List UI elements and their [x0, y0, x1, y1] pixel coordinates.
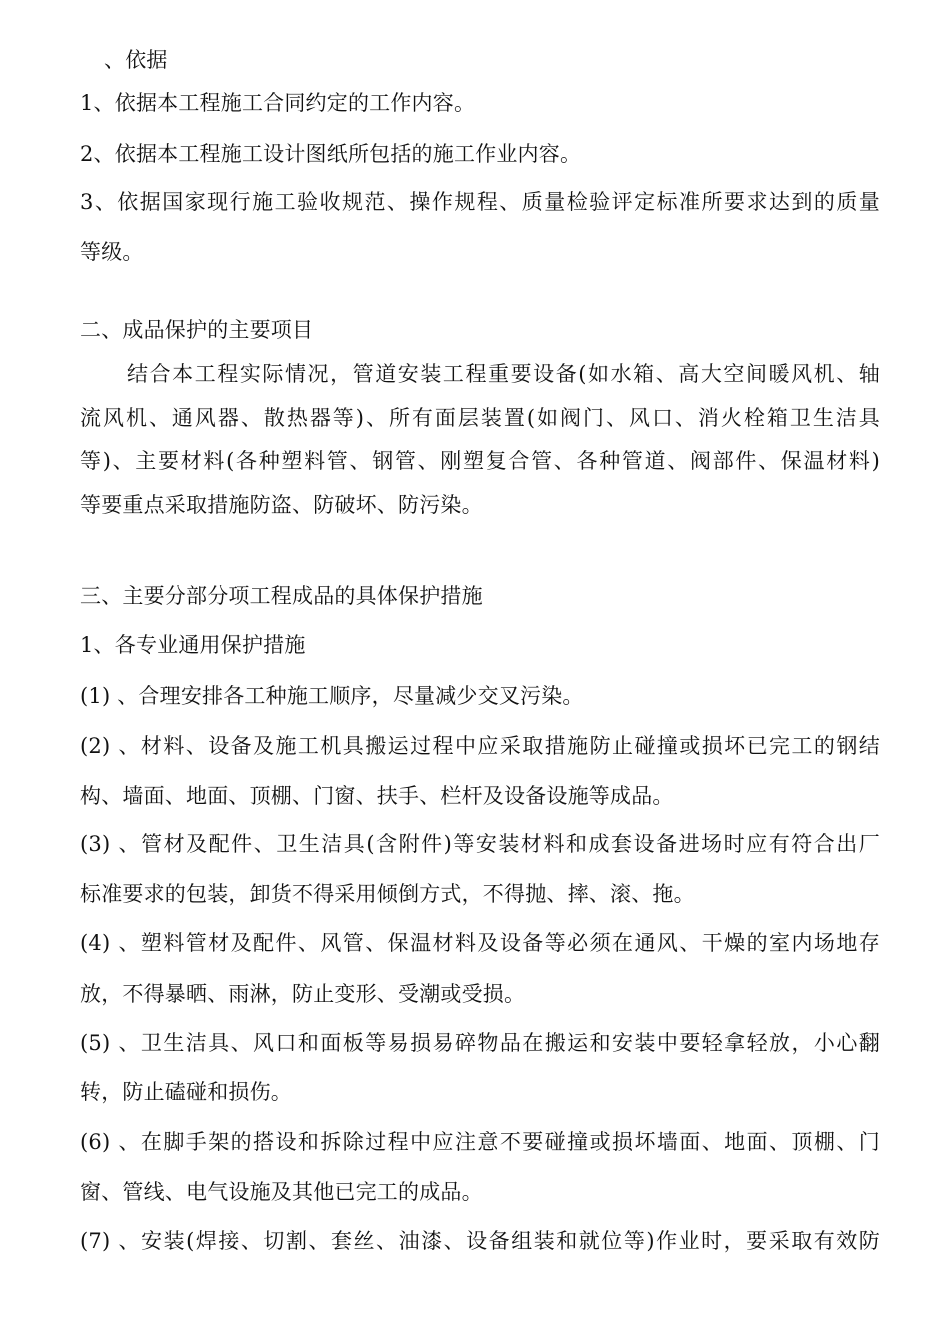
measure-line-1: (1) 、合理安排各工种施工顺序，尽量减少交叉污染。 [80, 684, 584, 708]
section-heading-main-items: 二、成品保护的主要项目 [80, 318, 314, 342]
measure-line-7: 放，不得暴晒、雨淋，防止变形、受潮或受损。 [80, 982, 526, 1006]
measure-line-2: (2) 、材料、设备及施工机具搬运过程中应采取措施防止碰撞或损坏已完工的钢结 [80, 734, 880, 758]
main-items-paragraph-line-4: 等要重点采取措施防盗、防破坏、防污染。 [80, 493, 483, 517]
basis-item-2: 2、依据本工程施工设计图纸所包括的施工作业内容。 [80, 142, 582, 166]
measure-line-11: 窗、管线、电气设施及其他已完工的成品。 [80, 1180, 483, 1204]
measure-line-4: (3) 、管材及配件、卫生洁具(含附件)等安装材料和成套设备进场时应有符合出厂 [80, 832, 880, 856]
basis-item-1: 1、依据本工程施工合同约定的工作内容。 [80, 91, 476, 115]
main-items-paragraph-line-2: 流风机、通风器、散热器等)、所有面层装置(如阀门、风口、消火栓箱卫生洁具 [80, 406, 880, 430]
basis-item-3-cont: 等级。 [80, 240, 144, 264]
main-items-paragraph-line-1: 结合本工程实际情况，管道安装工程重要设备(如水箱、高大空间暖风机、轴 [127, 362, 880, 386]
section-heading-basis: 、依据 [104, 48, 168, 72]
measure-line-10: (6) 、在脚手架的搭设和拆除过程中应注意不要碰撞或损坏墙面、地面、顶棚、门 [80, 1130, 880, 1154]
main-items-paragraph-line-3: 等)、主要材料(各种塑料管、钢管、刚塑复合管、各种管道、阀部件、保温材料) [80, 449, 880, 473]
measure-line-8: (5) 、卫生洁具、风口和面板等易损易碎物品在搬运和安装中要轻拿轻放，小心翻 [80, 1031, 880, 1055]
measure-line-3: 构、墙面、地面、顶棚、门窗、扶手、栏杆及设备设施等成品。 [80, 784, 674, 808]
measure-line-12: (7) 、安装(焊接、切割、套丝、油漆、设备组装和就位等)作业时，要采取有效防 [80, 1229, 880, 1253]
measures-subheading: 1、各专业通用保护措施 [80, 633, 306, 657]
measure-line-5: 标准要求的包装，卸货不得采用倾倒方式，不得抛、摔、滚、拖。 [80, 882, 695, 906]
measure-line-9: 转，防止磕碰和损伤。 [80, 1080, 292, 1104]
section-heading-measures: 三、主要分部分项工程成品的具体保护措施 [80, 584, 483, 608]
basis-item-3: 3、依据国家现行施工验收规范、操作规程、质量检验评定标准所要求达到的质量 [80, 190, 880, 214]
measure-line-6: (4) 、塑料管材及配件、风管、保温材料及设备等必须在通风、干燥的室内场地存 [80, 931, 880, 955]
